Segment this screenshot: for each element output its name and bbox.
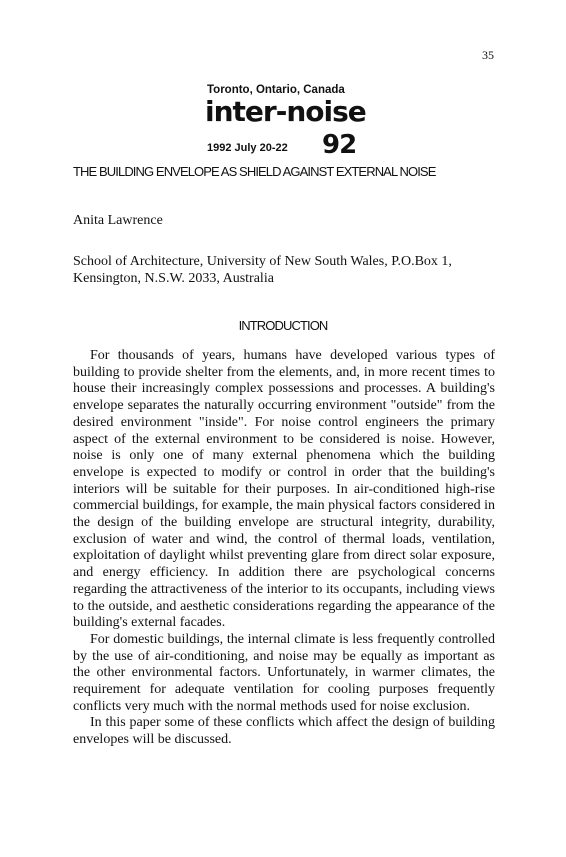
paper-title: THE BUILDING ENVELOPE AS SHIELD AGAINST EXTERNAL NOISE	[73, 164, 436, 179]
body-text	[73, 348, 495, 749]
conference-year-mark: 92	[322, 130, 357, 160]
conference-dates: 1992 July 20-22	[207, 142, 288, 154]
paragraph: For thousands of years, humans have developed various types of building to provide shelter from the elements, and, in more recent times to house their increasingly complex possessions and processes. A building's envelope separates the naturally occurring environment "outside" from the desired environment "inside". For noise control engineers the primary aspect of the external environment to be considered is noise. However, noise is only one of many external phenomena which the building envelope is expected to modify or control in order that the building's interiors will be suitable for their purposes. In air-conditioned high-rise commercial buildings, for example, the main physical factors considered in the design of the building envelope are structural integrity, durability, exclusion of water and wind, the control of thermal loads, ventilation, exploitation of daylight whilst preventing glare from direct solar exposure, and energy efficiency. In addition there are psychological concerns regarding the attractiveness of the interior to its occupants, including views to the outside, and aesthetic considerations regarding the appearance of the building's external facades.	[73, 348, 495, 631]
page-number: 35	[482, 48, 494, 62]
conference-logo: inter-noise	[205, 95, 366, 128]
paragraph: For domestic buildings, the internal climate is less frequently controlled by the use of air-conditioning, and noise may be equally as important as the other environmental factors. Unfortunately, in warmer climates, the requirement for adequate ventilation for cooling purposes frequently conflicts very much with the normal methods used for noise exclusion.	[73, 631, 495, 714]
author-affiliation: School of Architecture, University of New South Wales, P.O.Box 1, Kensington, N.S.W. 2033, Australia	[73, 254, 452, 286]
section-heading: INTRODUCTION	[238, 318, 328, 333]
conference-location: Toronto, Ontario, Canada	[207, 84, 345, 96]
paragraph: In this paper some of these conflicts which affect the design of building envelopes will be discussed.	[73, 715, 495, 748]
author-name: Anita Lawrence	[73, 213, 163, 228]
